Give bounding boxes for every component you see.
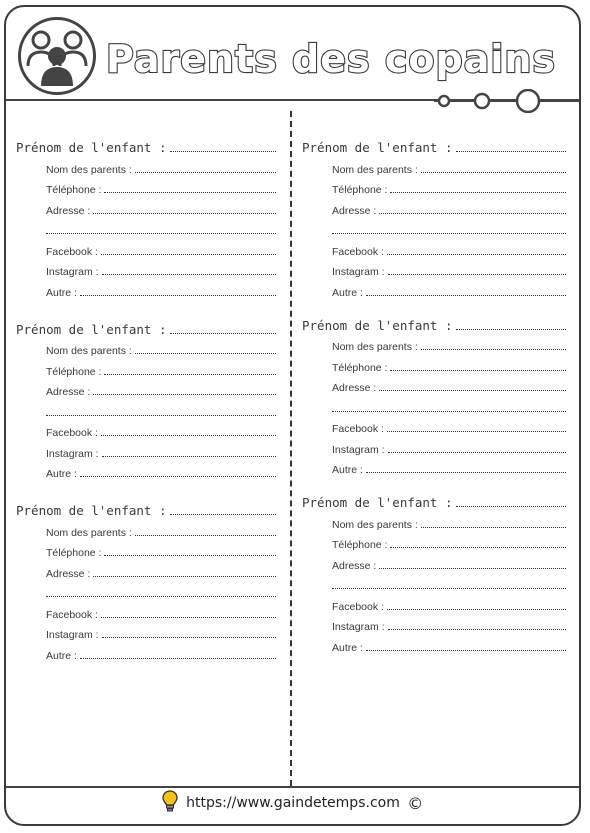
page-frame bbox=[4, 5, 581, 826]
phone-field[interactable] bbox=[332, 176, 566, 197]
facebook-label: Facebook : bbox=[332, 245, 384, 258]
facebook-field[interactable] bbox=[332, 415, 566, 436]
phone-field[interactable] bbox=[46, 539, 276, 560]
other-label: Autre : bbox=[332, 464, 363, 476]
instagram-field[interactable] bbox=[46, 621, 276, 642]
address-label: Adresse : bbox=[332, 204, 377, 217]
child-name-field[interactable] bbox=[16, 137, 276, 155]
child-name-label: Prénom de l'enfant : bbox=[16, 503, 167, 518]
child-name-field[interactable] bbox=[302, 137, 566, 155]
parents-group-icon bbox=[18, 17, 96, 95]
child-name-field[interactable] bbox=[16, 319, 276, 337]
phone-field[interactable] bbox=[332, 353, 566, 374]
other-field[interactable] bbox=[332, 456, 566, 477]
column-divider bbox=[290, 111, 292, 786]
facebook-field[interactable] bbox=[332, 592, 566, 613]
address-extra-line[interactable] bbox=[46, 398, 276, 419]
facebook-label: Facebook : bbox=[332, 600, 384, 613]
phone-label: Téléphone : bbox=[46, 184, 102, 196]
child-name-label: Prénom de l'enfant : bbox=[16, 321, 167, 337]
parents-label: Nom des parents : bbox=[46, 345, 132, 357]
facebook-label: Facebook : bbox=[46, 427, 98, 439]
contact-card bbox=[16, 500, 276, 662]
address-field[interactable] bbox=[46, 378, 276, 399]
other-field[interactable] bbox=[46, 460, 276, 481]
other-label: Autre : bbox=[46, 649, 77, 662]
instagram-label: Instagram : bbox=[46, 447, 99, 460]
phone-field[interactable] bbox=[46, 357, 276, 378]
phone-label: Téléphone : bbox=[332, 184, 388, 196]
child-name-field[interactable] bbox=[302, 492, 566, 510]
copyright-icon: © bbox=[407, 793, 424, 813]
phone-label: Téléphone : bbox=[46, 365, 102, 378]
left-column bbox=[16, 137, 276, 662]
address-field[interactable] bbox=[332, 374, 566, 395]
contact-card bbox=[302, 492, 566, 654]
other-label: Autre : bbox=[332, 641, 363, 654]
instagram-label: Instagram : bbox=[332, 443, 385, 456]
decorative-circles-icon bbox=[434, 89, 581, 113]
facebook-field[interactable] bbox=[46, 600, 276, 621]
phone-label: Téléphone : bbox=[332, 361, 388, 374]
parents-field[interactable] bbox=[46, 518, 276, 539]
address-extra-line[interactable] bbox=[332, 394, 566, 415]
parents-label: Nom des parents : bbox=[332, 163, 418, 176]
phone-field[interactable] bbox=[332, 531, 566, 552]
address-field[interactable] bbox=[46, 559, 276, 580]
facebook-field[interactable] bbox=[46, 419, 276, 440]
address-field[interactable] bbox=[46, 196, 276, 217]
instagram-label: Instagram : bbox=[46, 266, 99, 278]
address-label: Adresse : bbox=[46, 386, 91, 398]
phone-label: Téléphone : bbox=[332, 539, 388, 551]
child-name-field[interactable] bbox=[16, 500, 276, 518]
phone-label: Téléphone : bbox=[46, 547, 102, 559]
child-name-label: Prénom de l'enfant : bbox=[302, 495, 453, 510]
instagram-field[interactable] bbox=[332, 613, 566, 634]
lightbulb-icon bbox=[162, 790, 178, 816]
parents-field[interactable] bbox=[332, 510, 566, 531]
instagram-field[interactable] bbox=[46, 258, 276, 279]
parents-field[interactable] bbox=[332, 333, 566, 354]
address-field[interactable] bbox=[332, 196, 566, 217]
other-field[interactable] bbox=[332, 633, 566, 654]
parents-label: Nom des parents : bbox=[332, 341, 418, 353]
other-label: Autre : bbox=[332, 286, 363, 299]
address-label: Adresse : bbox=[46, 204, 91, 217]
facebook-field[interactable] bbox=[46, 237, 276, 258]
instagram-label: Instagram : bbox=[332, 621, 385, 633]
child-name-label: Prénom de l'enfant : bbox=[302, 140, 453, 155]
contact-card bbox=[302, 137, 566, 299]
facebook-label: Facebook : bbox=[46, 245, 98, 258]
parents-label: Nom des parents : bbox=[46, 526, 132, 539]
address-extra-line[interactable] bbox=[46, 217, 276, 238]
right-column bbox=[302, 137, 566, 654]
footer bbox=[6, 790, 579, 816]
other-label: Autre : bbox=[46, 468, 77, 480]
facebook-field[interactable] bbox=[332, 237, 566, 258]
facebook-label: Facebook : bbox=[46, 608, 98, 621]
address-extra-line[interactable] bbox=[46, 580, 276, 601]
contact-card bbox=[16, 319, 276, 481]
phone-field[interactable] bbox=[46, 176, 276, 197]
other-field[interactable] bbox=[332, 278, 566, 299]
address-extra-line[interactable] bbox=[332, 572, 566, 593]
instagram-label: Instagram : bbox=[46, 629, 99, 641]
parents-field[interactable] bbox=[46, 155, 276, 176]
instagram-label: Instagram : bbox=[332, 266, 385, 278]
child-name-label: Prénom de l'enfant : bbox=[16, 140, 167, 155]
parents-label: Nom des parents : bbox=[332, 518, 418, 531]
contact-card bbox=[302, 315, 566, 477]
instagram-field[interactable] bbox=[332, 435, 566, 456]
address-label: Adresse : bbox=[332, 559, 377, 572]
parents-field[interactable] bbox=[46, 337, 276, 358]
child-name-field[interactable] bbox=[302, 315, 566, 333]
address-field[interactable] bbox=[332, 551, 566, 572]
parents-field[interactable] bbox=[332, 155, 566, 176]
parents-label: Nom des parents : bbox=[46, 163, 132, 176]
contact-card bbox=[16, 137, 276, 299]
other-field[interactable] bbox=[46, 278, 276, 299]
instagram-field[interactable] bbox=[332, 258, 566, 279]
address-label: Adresse : bbox=[332, 382, 377, 394]
other-field[interactable] bbox=[46, 641, 276, 662]
footer-link[interactable]: https://www.gaindetemps.com bbox=[186, 795, 400, 811]
facebook-label: Facebook : bbox=[332, 423, 384, 435]
footer-divider bbox=[6, 786, 579, 788]
child-name-label: Prénom de l'enfant : bbox=[302, 317, 453, 333]
address-label: Adresse : bbox=[46, 567, 91, 580]
address-extra-line[interactable] bbox=[332, 217, 566, 238]
instagram-field[interactable] bbox=[46, 439, 276, 460]
page-title: Parents des copains bbox=[106, 37, 557, 81]
other-label: Autre : bbox=[46, 286, 77, 299]
